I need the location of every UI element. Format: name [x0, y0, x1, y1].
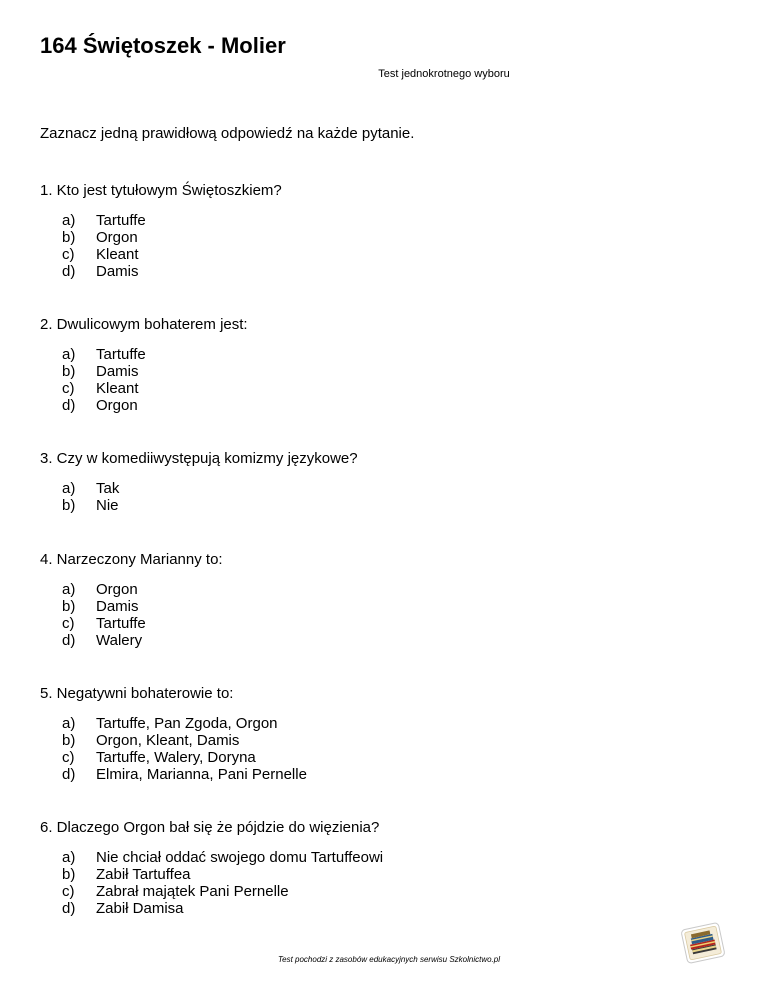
option-letter: c): [62, 749, 75, 766]
option-item[interactable]: [62, 715, 307, 732]
option-item[interactable]: [62, 766, 307, 783]
test-subtitle: Test jednokrotnego wyboru: [378, 68, 510, 80]
option-item[interactable]: [62, 380, 248, 397]
option-letter: a): [62, 849, 76, 866]
question-3: [40, 449, 358, 514]
option-letter: d): [62, 766, 76, 783]
option-item[interactable]: [62, 615, 223, 632]
option-text: Tartuffe, Pan Zgoda, Orgon: [96, 715, 278, 732]
option-text: Zabrał majątek Pani Pernelle: [96, 883, 289, 900]
option-item[interactable]: [62, 598, 223, 615]
option-text: Walery: [96, 632, 143, 649]
option-text: Orgon: [96, 581, 138, 598]
option-text: Nie: [96, 497, 119, 514]
option-item[interactable]: [62, 900, 383, 917]
option-letter: a): [62, 715, 76, 732]
option-text: Kleant: [96, 246, 139, 263]
option-item[interactable]: [62, 497, 358, 514]
option-letter: c): [62, 883, 75, 900]
options-list: [40, 715, 307, 783]
option-letter: a): [62, 346, 76, 363]
option-letter: d): [62, 900, 76, 917]
option-item[interactable]: [62, 480, 358, 497]
books-stack-icon: [678, 918, 728, 968]
option-letter: c): [62, 380, 75, 397]
option-item[interactable]: [62, 397, 248, 414]
option-text: Orgon, Kleant, Damis: [96, 732, 240, 749]
option-letter: a): [62, 212, 76, 229]
option-text: Orgon: [96, 229, 138, 246]
option-item[interactable]: [62, 866, 383, 883]
option-letter: b): [62, 497, 76, 514]
question-2: [40, 315, 248, 414]
question-text: 3. Czy w komediiwystępują komizmy językowe?: [40, 450, 358, 467]
option-letter: d): [62, 263, 76, 280]
options-list: [40, 346, 248, 414]
option-text: Tak: [96, 480, 120, 497]
option-text: Zabił Tartuffea: [96, 866, 191, 883]
instruction-text: Zaznacz jedną prawidłową odpowiedź na każde pytanie.: [40, 125, 415, 142]
question-1: [40, 181, 282, 280]
option-item[interactable]: [62, 363, 248, 380]
option-text: Damis: [96, 598, 139, 615]
footer-source-note: Test pochodzi z zasobów edukacyjnych serwisu Szkolnictwo.pl: [277, 955, 501, 964]
option-item[interactable]: [62, 732, 307, 749]
options-list: [40, 212, 282, 280]
option-text: Orgon: [96, 397, 138, 414]
option-text: Tartuffe: [96, 346, 146, 363]
question-4: [40, 550, 223, 649]
option-text: Nie chciał oddać swojego domu Tartuffeowi: [96, 849, 384, 866]
options-list: [40, 849, 383, 917]
option-item[interactable]: [62, 229, 282, 246]
question-text: 5. Negatywni bohaterowie to:: [40, 685, 234, 702]
option-item[interactable]: [62, 883, 383, 900]
option-letter: d): [62, 397, 76, 414]
option-letter: b): [62, 598, 76, 615]
question-text: 4. Narzeczony Marianny to:: [40, 551, 223, 568]
option-letter: c): [62, 246, 75, 263]
option-text: Tartuffe, Walery, Doryna: [96, 749, 256, 766]
options-list: [40, 581, 223, 649]
question-6: [40, 818, 383, 917]
question-text: 2. Dwulicowym bohaterem jest:: [40, 316, 248, 333]
option-text: Kleant: [96, 380, 139, 397]
option-item[interactable]: [62, 246, 282, 263]
option-item[interactable]: [62, 346, 248, 363]
option-letter: b): [62, 229, 76, 246]
option-item[interactable]: [62, 849, 383, 866]
option-text: Tartuffe: [96, 615, 146, 632]
option-letter: d): [62, 632, 76, 649]
question-text: 6. Dlaczego Orgon bał się że pójdzie do więzienia?: [40, 819, 380, 836]
option-item[interactable]: [62, 263, 282, 280]
option-letter: b): [62, 363, 76, 380]
option-letter: a): [62, 480, 76, 497]
option-text: Elmira, Marianna, Pani Pernelle: [96, 766, 307, 783]
page-title: 164 Świętoszek - Molier: [40, 33, 286, 58]
question-5: [40, 684, 307, 783]
option-text: Tartuffe: [96, 212, 146, 229]
option-letter: b): [62, 866, 76, 883]
option-letter: b): [62, 732, 76, 749]
option-item[interactable]: [62, 212, 282, 229]
question-text: 1. Kto jest tytułowym Świętoszkiem?: [40, 182, 282, 199]
option-item[interactable]: [62, 749, 307, 766]
option-letter: c): [62, 615, 75, 632]
option-text: Damis: [96, 363, 139, 380]
options-list: [40, 480, 358, 514]
option-text: Zabił Damisa: [96, 900, 184, 917]
option-item[interactable]: [62, 581, 223, 598]
option-letter: a): [62, 581, 76, 598]
option-item[interactable]: [62, 632, 223, 649]
option-text: Damis: [96, 263, 139, 280]
